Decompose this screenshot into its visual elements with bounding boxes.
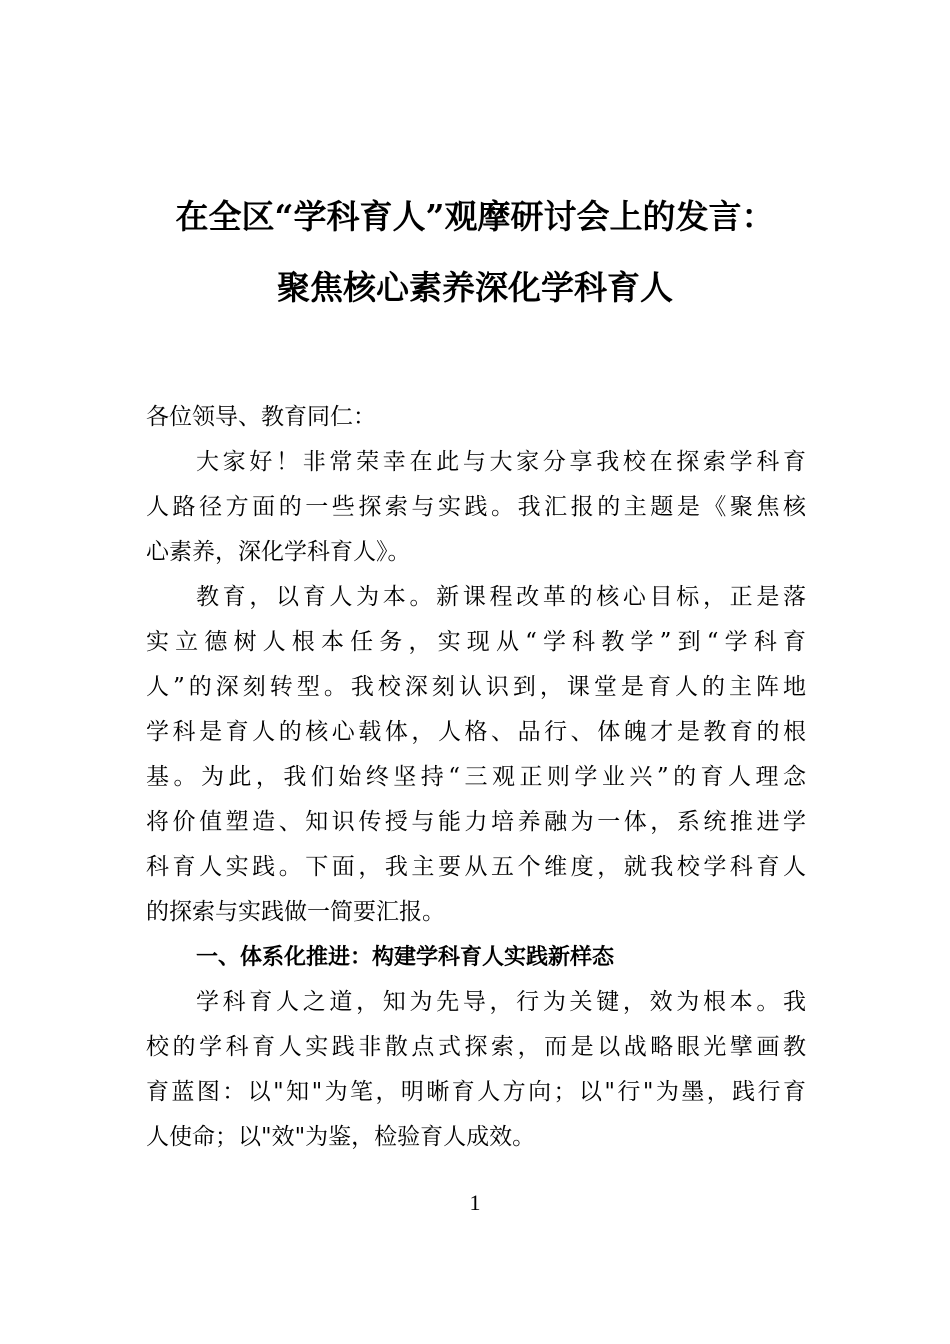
text-line: 实立德树人根本任务，实现从“学科教学”到“学科育 — [146, 629, 806, 655]
document-title-line-1: 在全区“学科育人”观摩研讨会上的发言： — [175, 197, 775, 236]
text-line: 育蓝图：以"知"为笔，明晰育人方向；以"行"为墨，践行育 — [146, 1079, 806, 1105]
text-line: 基。为此，我们始终坚持“三观正则学业兴”的育人理念 — [146, 764, 806, 790]
text-line: 人”的深刻转型。我校深刻认识到，课堂是育人的主阵地 — [146, 674, 806, 700]
text-line: 人路径方面的一些探索与实践。我汇报的主题是《聚焦核 — [146, 494, 806, 520]
paragraph-greeting — [146, 440, 806, 575]
page-number: 1 — [469, 1190, 481, 1215]
text-line: 人使命；以"效"为鉴，检验育人成效。 — [146, 1124, 536, 1150]
text-line: 学科育人之道，知为先导，行为关键，效为根本。我 — [196, 989, 806, 1015]
text-line: 校的学科育人实践非散点式探索，而是以战略眼光擘画教 — [146, 1034, 806, 1060]
text-line: 大家好！非常荣幸在此与大家分享我校在探索学科育 — [196, 449, 806, 475]
text-line: 将价值塑造、知识传授与能力培养融为一体，系统推进学 — [146, 809, 806, 835]
text-line: 的探索与实践做一简要汇报。 — [146, 899, 445, 925]
document-body — [146, 395, 806, 1160]
section-heading: 一、体系化推进：构建学科育人实践新样态 — [196, 945, 615, 970]
paragraph-introduction — [146, 575, 806, 935]
document-title-line-2: 聚焦核心素养深化学科育人 — [277, 268, 673, 307]
paragraph-section-one — [146, 980, 806, 1160]
salutation: 各位领导、教育同仁： — [146, 404, 376, 430]
text-line: 教育，以育人为本。新课程改革的核心目标，正是落 — [196, 584, 806, 610]
text-line: 心素养，深化学科育人》。 — [146, 539, 411, 565]
text-line: 科育人实践。下面，我主要从五个维度，就我校学科育人 — [146, 854, 806, 880]
text-line: 学科是育人的核心载体，人格、品行、体魄才是教育的根 — [146, 719, 806, 745]
